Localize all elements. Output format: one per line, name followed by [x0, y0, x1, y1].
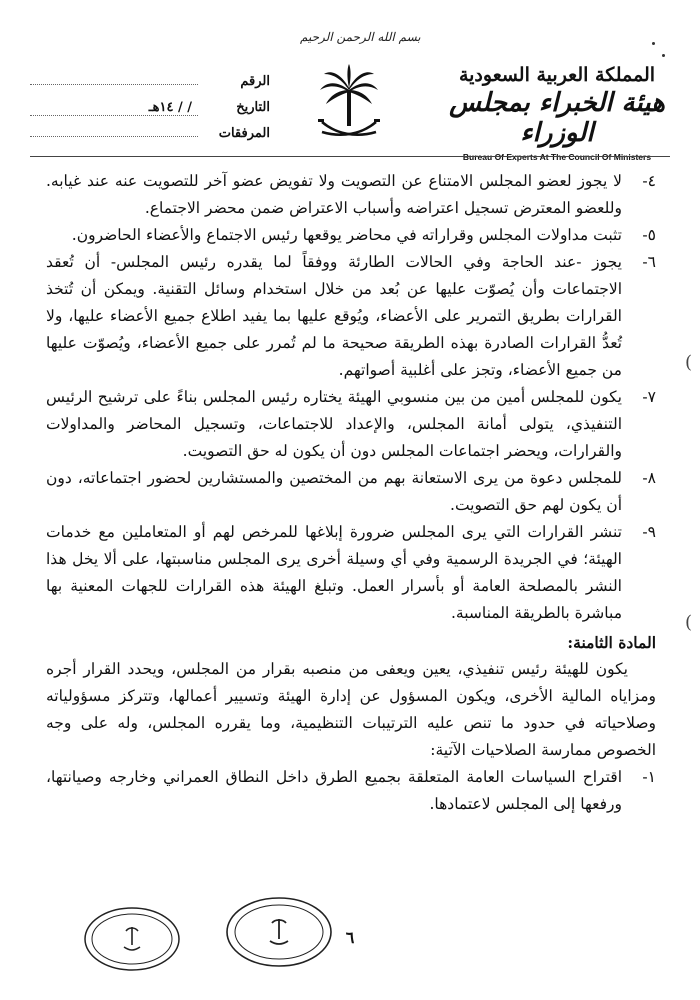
item-text: يكون للمجلس أمين من بين منسوبي الهيئة يختاره رئيس المجلس بناءً على ترشيح الرئيس التنفيذي، يتولى أمانة المجلس، والإعداد للاجتماعات، وتسجيل المحاضر والمداولات والقرارات، ويحضر اجتماعات المجلس دون أن يكون له حق التصويت.: [46, 388, 622, 460]
scan-speck: [662, 54, 665, 57]
attachments-row: [30, 126, 270, 152]
item-number: ٦-: [642, 253, 656, 271]
official-stamp-left: [82, 905, 182, 973]
item-number: ١-: [642, 768, 656, 786]
document-body: [46, 168, 656, 818]
scan-speck: [652, 42, 655, 45]
item-text: تنشر القرارات التي يرى المجلس ضرورة إبلاغها للمرخص لهم أو المتعاملين مع خدمات الهيئة؛ في الجريدة الرسمية وفي أي وسيلة أخرى يرى المجلس مناسبتها، على ألا يخل هذا النشر بالمصلحة العامة أو بأسرار العمل. وتبلغ الهيئة هذه القرارات للجهات المعنية بها مباشرة بالطريقة المناسبة.: [46, 523, 622, 622]
basmala-calligraphy: بسم الله الرحمن الرحيم: [300, 30, 421, 44]
item-text: يجوز -عند الحاجة وفي الحالات الطارئة ووفقاً لما يقدره رئيس المجلس- أن تُعقد الاجتماعات وأن يُصوّت عليها عن بُعد من خلال استخدام وسائل التقنية. ويمكن أن تُتخذ القرارات بطريق التمرير على الأعضاء، ويُوقع عليها بما يفيد اطلاع جميع الأعضاء عليها، ولا تُعدُّ القرارات الصادرة بهذه الطريقة صحيحة ما لم تُمرر على جميع الأعضاء، ويُصوّت عليها من جميع الأعضاء، وتجز على أغلبية أصواتهم.: [46, 253, 622, 379]
list-item: [46, 519, 656, 627]
saudi-emblem-palm-swords-icon: [316, 62, 382, 144]
item-number: ٨-: [642, 469, 656, 487]
list-item: [46, 764, 656, 818]
org-name-country: المملكة العربية السعودية: [458, 64, 656, 86]
org-name-bureau: هيئة الخبراء بمجلس الوزراء: [449, 88, 665, 148]
header-divider: [30, 156, 670, 157]
item-text: لا يجوز لعضو المجلس الامتناع عن التصويت ولا تفويض عضو آخر للتصويت عنه عند غيابه. وللعضو المعترض تسجيل اعتراضه وأسباب الاعتراض ضمن محضر الاجتماع.: [46, 172, 622, 217]
date-label: التاريخ: [236, 100, 270, 115]
list-item: [46, 384, 656, 465]
official-stamp-right: [224, 895, 334, 969]
reference-fields: [30, 74, 270, 152]
attachments-label: المرفقات: [218, 126, 270, 141]
org-name-english: Bureau Of Experts At The Council Of Ministers: [462, 152, 652, 162]
article-heading: المادة الثامنة:: [567, 633, 656, 652]
item-text: اقتراح السياسات العامة المتعلقة بجميع الطرق داخل النطاق العمراني وخارجه وصيانتها، ورفعها إلى المجلس لاعتمادها.: [46, 768, 622, 813]
list-item: [46, 249, 656, 384]
item-number: ٩-: [642, 523, 656, 541]
item-number: ٧-: [642, 388, 656, 406]
margin-bracket-mark: (: [684, 612, 692, 633]
list-item: [46, 222, 656, 249]
item-number: ٥-: [642, 226, 656, 244]
list-item: [46, 465, 656, 519]
article-paragraph: يكون للهيئة رئيس تنفيذي، يعين ويعفى من منصبه بقرار من المجلس، ويحدد القرار أجره ومزاياه المالية الأخرى، ويكون المسؤول عن إدارة الهيئة وتسيير أعمالها، وتتركز مسؤولياته وصلاحياته في حدود ما تنص عليه الترتيبات التنظيمية، وما يقرره المجلس، وله على وجه الخصوص ممارسة الصلاحيات الآتية:: [46, 660, 656, 759]
page-number: ٦: [345, 928, 355, 947]
item-text: للمجلس دعوة من يرى الاستعانة بهم من المختصين والمستشارين لحضور اجتماعاته، دون أن يكون لهم حق التصويت.: [46, 469, 622, 514]
date-row: [30, 100, 270, 126]
organization-letterhead: [432, 64, 682, 162]
attachments-value: [30, 136, 198, 137]
ref-number-row: [30, 74, 270, 100]
date-value: / / ١٤هـ: [30, 100, 198, 116]
item-text: تثبت مداولات المجلس وقراراته في محاضر يوقعها رئيس الاجتماع والأعضاء الحاضرون.: [71, 226, 622, 244]
ref-number-value: [30, 84, 198, 85]
item-number: ٤-: [642, 172, 656, 190]
margin-bracket-mark: (: [684, 352, 692, 373]
ref-number-label: الرقم: [240, 74, 270, 89]
list-item: [46, 168, 656, 222]
